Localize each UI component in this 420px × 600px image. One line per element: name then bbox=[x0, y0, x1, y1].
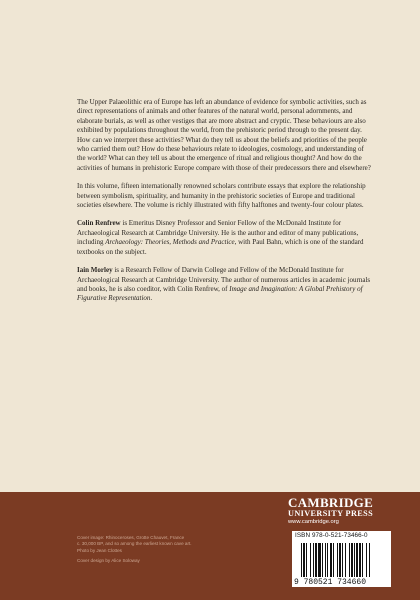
credit-line: Cover image: Rhinoceroses, Grotte Chauvet, France bbox=[77, 535, 185, 540]
description-paragraph-2: In this volume, fifteen internationally renowned scholars contribute essays that explore the relationship between symbolism, spirituality, and humanity in the prehistoric societies of Europe and traditional societies elsewhere. The volume is richly illustrated with fifty halftones and twenty-four colour plates. bbox=[77, 182, 366, 210]
publisher-logo bbox=[288, 496, 378, 526]
book-title: Image and Imagination: A Global Prehistory of Figurative Representation bbox=[77, 284, 363, 303]
publisher-name: CAMBRIDGE bbox=[288, 495, 374, 510]
credit-line: c. 30,000 BP, and so among the earliest known cave art. bbox=[77, 541, 192, 547]
author-bio-renfrew bbox=[77, 219, 373, 257]
author-bio-morley bbox=[77, 266, 373, 304]
isbn-label: ISBN 978-0-521-73466-0 bbox=[295, 532, 368, 539]
author-bio-text: is a Research Fellow of Darwin College and Fellow of the McDonald Institute for Archaeological Research at Cambridge University. The author of numerous articles in academic journals and books, he is also coeditor, with Colin Renfrew, of bbox=[77, 266, 371, 293]
isbn-barcode-box bbox=[292, 531, 391, 587]
publisher-url: www.cambridge.org bbox=[288, 519, 339, 525]
barcode-number: 9 780521 734660 bbox=[294, 578, 367, 587]
cover-credits bbox=[77, 535, 192, 565]
credit-line: Photo by Jean Clottes bbox=[77, 547, 122, 553]
author-name: Colin Renfrew bbox=[77, 219, 121, 228]
book-title: Archaeology: Theories, Methods and Practice bbox=[105, 238, 235, 247]
description-paragraph-1: The Upper Palaeolithic era of Europe has left an abundance of evidence for symbolic activities, such as direct representations of animals and other features of the natural world, personal adornments, and elaborate burials, as well as other vestiges that are more abstract and cryptic. These behaviours are also exhibited by populations throughout the world, from the prehistoric period through to the present day. How can we interpret these activities? What do they tell us about the beliefs and priorities of the people who carried them out? How do these behaviours relate to ideologies, cosmology, and understanding of the world? What can they tell us about the emergence of ritual and religious thought? And how do the activities of humans in prehistoric Europe compare with those of their predecessors there and elsewhere? bbox=[77, 98, 371, 172]
author-bio-text: , with Paul Bahn, which is one of the standard textbooks on the subject. bbox=[77, 238, 364, 256]
author-name: Iain Morley bbox=[77, 266, 113, 275]
publisher-subtitle: UNIVERSITY PRESS bbox=[288, 509, 374, 518]
author-bio-text: is Emeritus Disney Professor and Senior Fellow of the McDonald Institute for Archaeological Research at Cambridge University. He is the author and editor of many publications, including bbox=[77, 219, 359, 247]
barcode-icon bbox=[301, 543, 383, 577]
blurb-content bbox=[77, 98, 373, 304]
author-bio-text: . bbox=[150, 294, 153, 303]
design-credit: Cover design by Alice Soloway bbox=[77, 558, 140, 564]
